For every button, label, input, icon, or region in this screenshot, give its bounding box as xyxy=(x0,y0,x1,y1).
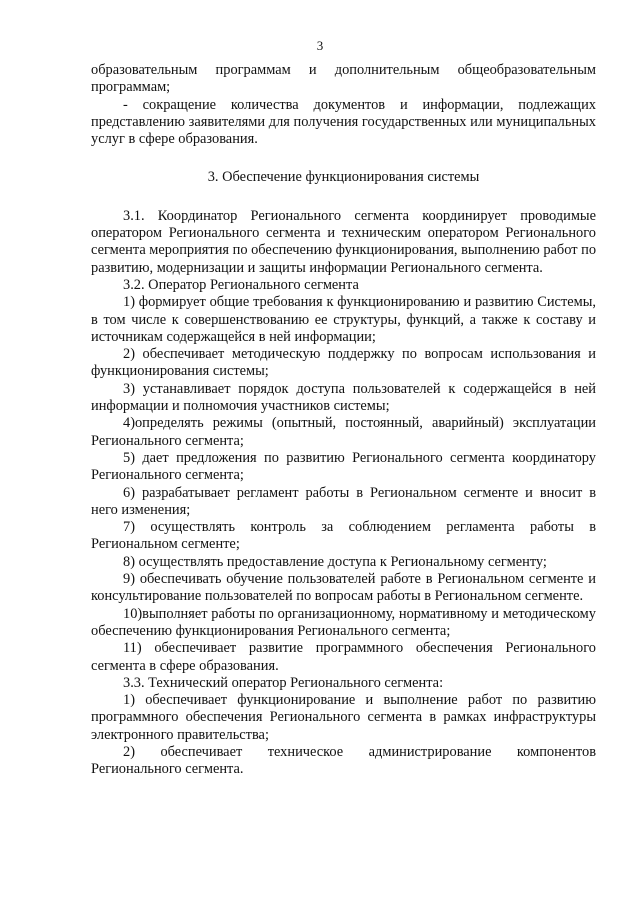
page-number: 3 xyxy=(316,38,324,53)
list-item: 3) устанавливает порядок доступа пользователей к содержащейся в ней информации и полномочия участников системы; xyxy=(91,380,596,415)
list-item: 6) разрабатывает регламент работы в Региональном сегменте и вносит в него изменения; xyxy=(91,484,596,518)
list-item: 2) обеспечивает методическую поддержку по вопросам использования и функционирования системы; xyxy=(91,346,596,380)
subsection-heading: 3.2. Оператор Регионального сегмента xyxy=(123,276,359,293)
document-body xyxy=(91,62,596,779)
list-item: 1) формирует общие требования к функционированию и развитию Системы, в том числе к совершенствованию ее структуры, функций, а также к составу и источникам содержащейся в ней информации; xyxy=(91,294,596,345)
list-item: 7) осуществлять контроль за соблюдением регламента работы в Региональном сегменте; xyxy=(91,519,596,553)
list-item: 1) обеспечивает функционирование и выполнение работ по развитию программного обеспечения Регионального сегмента в рамках инфраструктуры электронного правительства; xyxy=(91,692,596,743)
paragraph: 3.1. Координатор Регионального сегмента координирует проводимые оператором Регионального сегмента и техническим оператором Регионального сегмента мероприятия по обеспечению функционирования, выполнению работ по развитию, модернизации и защиты информации Регионального сегмента. xyxy=(91,207,597,276)
list-item: 9) обеспечивать обучение пользователей работе в Региональном сегменте и консультирование пользователей по вопросам работы в Региональном сегменте. xyxy=(91,571,596,605)
paragraph: - сокращение количества документов и информации, подлежащих представлению заявителями для получения государственных или муниципальных услуг в сфере образования. xyxy=(91,96,596,148)
list-item: 2) обеспечивает техническое администрирование компонентов Регионального сегмента. xyxy=(91,743,596,778)
subsection-heading: 3.3. Технический оператор Регионального сегмента: xyxy=(123,674,444,691)
paragraph: образовательным программам и дополнительным общеобразовательным программам; xyxy=(91,62,596,96)
list-item: 11) обеспечивает развитие программного обеспечения Регионального сегмента в сфере образования. xyxy=(91,640,596,674)
list-item: 8) осуществлять предоставление доступа к Региональному сегменту; xyxy=(123,553,547,570)
list-item: 10)выполняет работы по организационному, нормативному и методическому обеспечению функционирования Регионального сегмента; xyxy=(91,605,596,639)
section-heading: 3. Обеспечение функционирования системы xyxy=(207,169,480,186)
list-item: 4)определять режимы (опытный, постоянный, аварийный) эксплуатации Регионального сегмента; xyxy=(91,415,596,449)
list-item: 5) дает предложения по развитию Регионального сегмента координатору Регионального сегмента; xyxy=(91,449,596,484)
